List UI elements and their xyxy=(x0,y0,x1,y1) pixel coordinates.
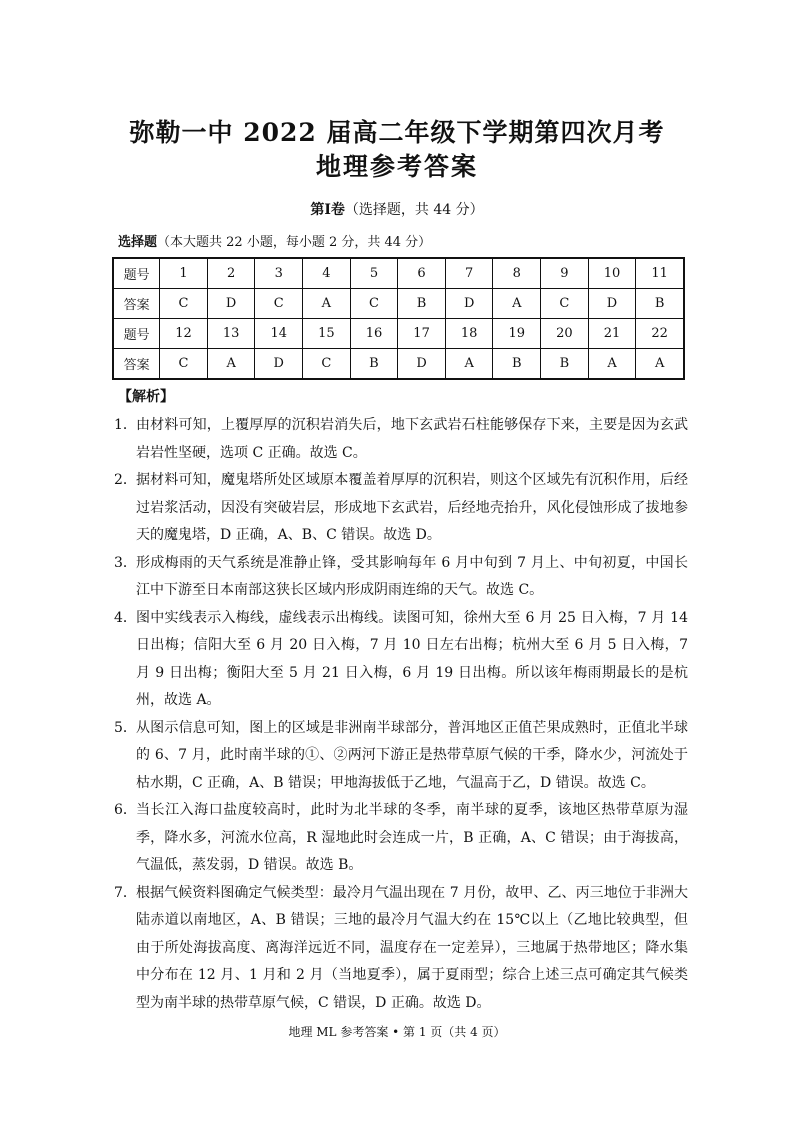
table-cell: A xyxy=(493,289,541,319)
part-title-rest: （选择题，共 44 分） xyxy=(344,202,484,218)
table-row xyxy=(113,319,684,349)
analysis-list xyxy=(112,412,688,1017)
table-cell: A xyxy=(303,289,351,319)
list-item xyxy=(112,797,688,880)
table-cell: C xyxy=(160,289,208,319)
table-cell: 14 xyxy=(255,319,303,349)
table-cell: B xyxy=(541,349,589,380)
item-text: 据材料可知，魔鬼塔所处区域原本覆盖着厚厚的沉积岩，则这个区域先有沉积作用，后经过岩浆活动，因没有突破岩层，形成地下玄武岩，后经地壳抬升，风化侵蚀形成了拔地参天的魔鬼塔，D 正确，A、B、C 错误。故选 D。 xyxy=(136,472,688,543)
table-cell: 18 xyxy=(445,319,493,349)
table-cell: 16 xyxy=(350,319,398,349)
document-title: 弥勒一中 2022 届高二年级下学期第四次月考 xyxy=(129,118,665,147)
list-item xyxy=(112,715,688,798)
table-cell: B xyxy=(636,289,684,319)
table-cell: 9 xyxy=(541,258,589,289)
table-cell: D xyxy=(207,289,255,319)
list-item xyxy=(112,412,688,467)
table-cell: D xyxy=(445,289,493,319)
table-cell: 2 xyxy=(207,258,255,289)
item-text: 由材料可知，上覆厚厚的沉积岩消失后，地下玄武岩石柱能够保存下来，主要是因为玄武岩岩性坚硬，选项 C 正确。故选 C。 xyxy=(136,417,688,461)
list-item xyxy=(112,605,688,715)
row-label: 答案 xyxy=(113,289,160,319)
row-label: 题号 xyxy=(113,319,160,349)
table-cell: C xyxy=(303,349,351,380)
analysis-heading: 【解析】 xyxy=(118,389,174,405)
item-number: 3． xyxy=(114,554,137,571)
table-cell: C xyxy=(541,289,589,319)
answer-table xyxy=(112,257,685,380)
table-cell: 11 xyxy=(636,258,684,289)
table-cell: B xyxy=(398,289,446,319)
section-label-rest: （本大题共 22 小题，每小题 2 分，共 44 分） xyxy=(157,235,432,250)
table-cell: 17 xyxy=(398,319,446,349)
table-cell: 5 xyxy=(350,258,398,289)
table-row xyxy=(113,289,684,319)
table-cell: 6 xyxy=(398,258,446,289)
table-cell: D xyxy=(255,349,303,380)
table-cell: B xyxy=(493,349,541,380)
part-title-bold: 第Ⅰ卷 xyxy=(310,202,345,218)
list-item xyxy=(112,550,688,605)
table-cell: 15 xyxy=(303,319,351,349)
table-cell: C xyxy=(350,289,398,319)
item-text: 从图示信息可知，图上的区域是非洲南半球部分，普洱地区正值芒果成熟时，正值北半球的 6、7 月，此时南半球的①、②两河下游正是热带草原气候的干季，降水少，河流处于枯水期，C 正确，A、B 错误；甲地海拔低于乙地，气温高于乙，D 错误。故选 C。 xyxy=(136,719,688,791)
table-cell: 3 xyxy=(255,258,303,289)
table-cell: D xyxy=(588,289,636,319)
item-number: 5． xyxy=(114,719,137,736)
section-label-bold: 选择题 xyxy=(118,235,158,250)
table-row xyxy=(113,349,684,380)
table-cell: A xyxy=(207,349,255,380)
table-cell: 13 xyxy=(207,319,255,349)
part-title xyxy=(0,199,794,219)
table-cell: 20 xyxy=(541,319,589,349)
item-number: 4． xyxy=(114,609,137,626)
table-cell: C xyxy=(160,349,208,380)
table-cell: 10 xyxy=(588,258,636,289)
table-cell: 19 xyxy=(493,319,541,349)
row-label: 题号 xyxy=(113,258,160,289)
section-label xyxy=(118,231,431,250)
list-item xyxy=(112,467,688,550)
table-cell: 21 xyxy=(588,319,636,349)
item-number: 6． xyxy=(114,802,137,818)
table-cell: 8 xyxy=(493,258,541,289)
table-cell: 4 xyxy=(303,258,351,289)
row-label: 答案 xyxy=(113,349,160,380)
table-cell: 12 xyxy=(160,319,208,349)
document-subtitle: 地理参考答案 xyxy=(315,152,478,181)
item-number: 7． xyxy=(114,884,137,901)
table-row xyxy=(113,258,684,289)
list-item xyxy=(112,880,688,1018)
table-cell: D xyxy=(398,349,446,380)
item-text: 形成梅雨的天气系统是准静止锋，受其影响每年 6 月中旬到 7 月上、中旬初夏，中国长江中下游至日本南部这狭长区域内形成阴雨连绵的天气。故选 C。 xyxy=(136,554,688,598)
item-number: 1． xyxy=(114,417,137,433)
table-cell: B xyxy=(350,349,398,380)
table-cell: C xyxy=(255,289,303,319)
table-cell: A xyxy=(588,349,636,380)
table-cell: A xyxy=(636,349,684,380)
item-number: 2． xyxy=(114,472,137,488)
page-footer: 地理 ML 参考答案 • 第 1 页（共 4 页） xyxy=(288,1025,506,1039)
item-text: 根据气候资料图确定气候类型：最冷月气温出现在 7 月份，故甲、乙、丙三地位于非洲大陆赤道以南地区，A、B 错误；三地的最冷月气温大约在 15℃以上（乙地比较典型，但由于所处海拔高度、离海洋远近不同，温度存在一定差异），三地属于热带地区；降水集中分布在 12 月、1 月和 2 月（当地夏季），属于夏雨型；综合上述三点可确定其气候类型为南半球的热带草原气候，C 错误，D 正确。故选 D。 xyxy=(136,884,688,1011)
item-text: 当长江入海口盐度较高时，此时为北半球的冬季，南半球的夏季，该地区热带草原为湿季，降水多，河流水位高，R 湿地此时会连成一片，B 正确，A、C 错误；由于海拔高，气温低，蒸发弱，D 错误。故选 B。 xyxy=(136,802,688,873)
item-text: 图中实线表示入梅线，虚线表示出梅线。读图可知，徐州大至 6 月 25 日入梅，7 月 14 日出梅；信阳大至 6 月 20 日入梅，7 月 10 日左右出梅；杭州大至 6 月 5 日入梅，7 月 9 日出梅；衡阳大至 5 月 21 日入梅，6 月 19 日出梅。所以该年梅雨期最长的是杭州，故选 A。 xyxy=(136,609,688,708)
table-cell: 7 xyxy=(445,258,493,289)
table-cell: A xyxy=(445,349,493,380)
table-cell: 1 xyxy=(160,258,208,289)
table-cell: 22 xyxy=(636,319,684,349)
